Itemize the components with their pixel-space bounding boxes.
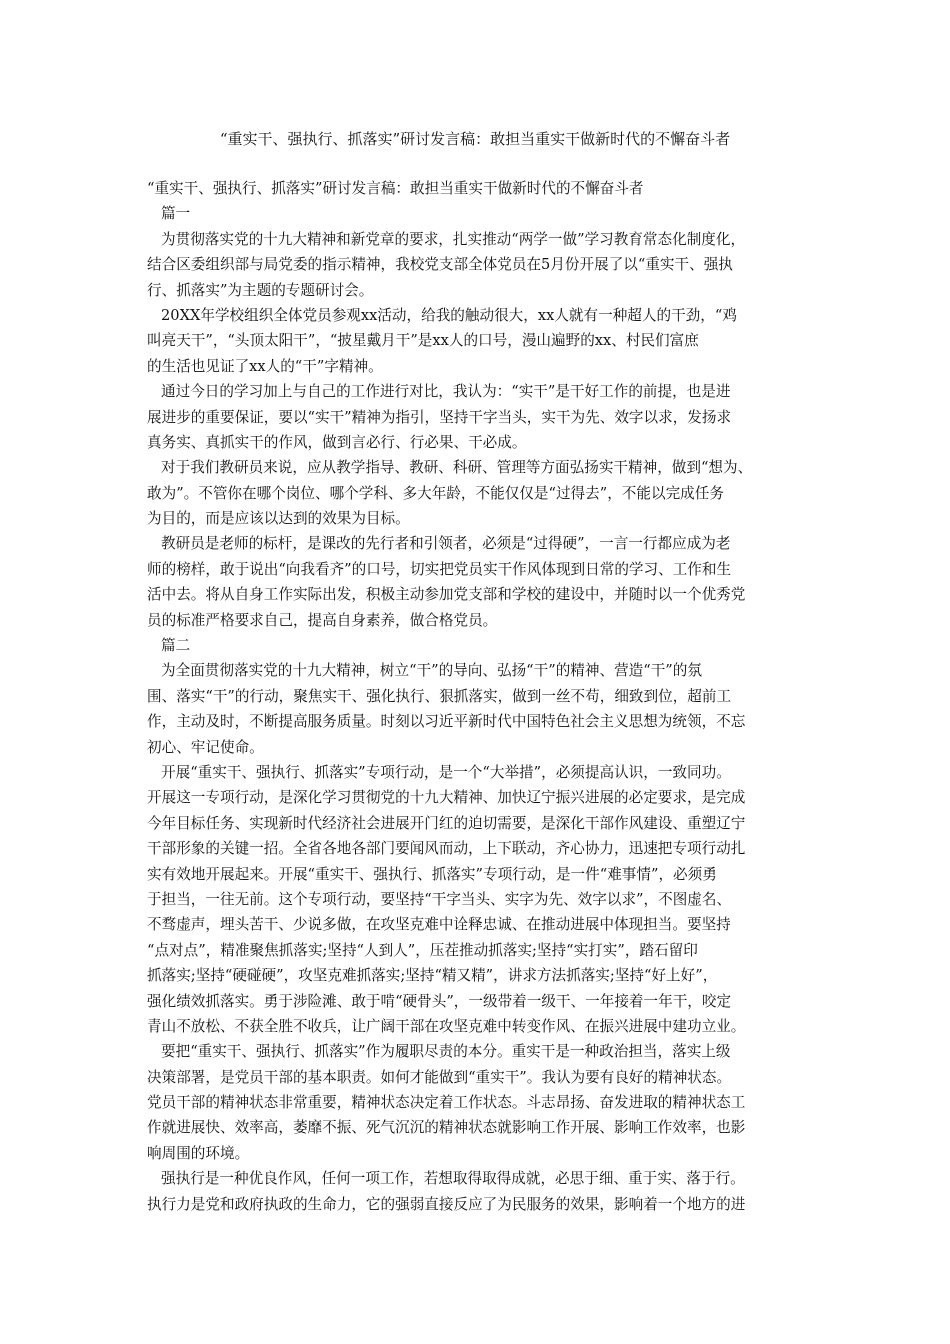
text-line: 今年目标任务、实现新时代经济社会进展开门红的迫切需要，是深化干部作风建设、重塑辽宁 — [147, 814, 746, 832]
text-line: 青山不放松、不获全胜不收兵，让广阔干部在攻坚克难中转变作风、在振兴进展中建功立业。 — [147, 1017, 746, 1035]
text-line: 篇一 — [161, 205, 191, 223]
text-line: 行、抓落实”为主题的专题研讨会。 — [147, 281, 374, 299]
text-line: “点对点”，精准聚焦抓落实;坚持“人到人”，压茬推动抓落实;坚持“实打实”，踏石留印 — [147, 941, 698, 959]
text-line: 围、落实“干”的行动，聚焦实干、强化执行、狠抓落实，做到一丝不苟，细致到位，超前工 — [147, 687, 732, 705]
text-line: 20XX年学校组织全体党员参观xx活动，给我的触动很大，xx人就有一种超人的干劲，“鸡 — [161, 306, 737, 324]
text-line: 真务实、真抓实干的作风，做到言必行、行必果、干必成。 — [147, 433, 527, 451]
text-line: 党员干部的精神状态非常重要，精神状态决定着工作状态。斗志昂扬、奋发进取的精神状态工 — [147, 1094, 746, 1112]
text-line: 于担当，一往无前。这个专项行动，要坚持“干字当头、实字为先、效字以求”，不图虚名、 — [147, 890, 732, 908]
text-line: 要把“重实干、强执行、抓落实”作为履职尽责的本分。重实干是一种政治担当，落实上级 — [161, 1043, 731, 1061]
text-line: 的生活也见证了xx人的“干”字精神。 — [147, 357, 383, 375]
text-line: 执行力是党和政府执政的生命力，它的强弱直接反应了为民服务的效果，影响着一个地方的进 — [147, 1195, 746, 1213]
text-line: 响周围的环境。 — [147, 1144, 250, 1162]
text-line: 为目的，而是应该以达到的效果为目标。 — [147, 510, 410, 528]
text-line: 展进步的重要保证，要以“实干”精神为指引，坚持干字当头，实干为先、效字以求，发扬求 — [147, 408, 732, 426]
document-body — [147, 176, 813, 1217]
text-line: 篇二 — [161, 637, 191, 655]
text-line: 教研员是老师的标杆，是课改的先行者和引领者，必须是“过得硬”，一言一行都应成为老 — [161, 535, 731, 553]
text-line: 作就进展快、效率高，萎靡不振、死气沉沉的精神状态就影响工作开展、影响工作效率，也影 — [147, 1119, 746, 1137]
page-title: “重实干、强执行、抓落实”研讨发言稿：敢担当重实干做新时代的不懈奋斗者 — [219, 130, 731, 148]
text-line: 抓落实;坚持“硬碰硬”，攻坚克难抓落实;坚持“精又精”，讲求方法抓落实;坚持“好上好”， — [147, 967, 718, 985]
text-line: 决策部署，是党员干部的基本职责。如何才能做到“重实干”。我认为要有良好的精神状态。 — [147, 1068, 732, 1086]
text-line: 通过今日的学习加上与自己的工作进行对比，我认为：“实干”是干好工作的前提，也是进 — [161, 383, 731, 401]
text-line: 员的标准严格要求自己，提高自身素养，做合格党员。 — [147, 611, 498, 629]
text-line: 为全面贯彻落实党的十九大精神，树立“干”的导向、弘扬“干”的精神、营造“干”的氛 — [161, 662, 702, 680]
text-line: 为贯彻落实党的十九大精神和新党章的要求，扎实推动“两学一做”学习教育常态化制度化， — [161, 230, 746, 248]
text-line: 对于我们教研员来说，应从教学指导、教研、科研、管理等方面弘扬实干精神，做到“想为、 — [161, 459, 753, 477]
text-line: 干部形象的关键一招。全省各地各部门要闻风而动，上下联动，齐心协力，迅速把专项行动扎 — [147, 840, 746, 858]
text-line: 不骛虚声，埋头苦干、少说多做，在攻坚克难中诠释忠诚、在推动进展中体现担当。要坚持 — [147, 916, 731, 934]
text-line: 强执行是一种优良作风，任何一项工作，若想取得取得成就，必思于细、重于实、落于行。 — [161, 1170, 745, 1188]
text-line: 叫亮天干”，“头顶太阳干”，“披星戴月干”是xx人的口号，漫山遍野的xx、村民们富庶 — [147, 332, 699, 350]
text-line: 活中去。将从自身工作实际出发，积极主动参加党支部和学校的建设中，并随时以一个优秀党 — [147, 586, 746, 604]
text-line: 开展这一专项行动，是深化学习贯彻党的十九大精神、加快辽宁振兴进展的必定要求，是完成 — [147, 789, 746, 807]
text-line: 敢为”。不管你在哪个岗位、哪个学科、多大年龄，不能仅仅是“过得去”，不能以完成任务 — [147, 484, 724, 502]
text-line: 强化绩效抓落实。勇于涉险滩、敢于啃“硬骨头”，一级带着一级干、一年接着一年干，咬定 — [147, 992, 732, 1010]
text-line: 结合区委组织部与局党委的指示精神，我校党支部全体党员在5月份开展了以“重实干、强执 — [147, 256, 733, 274]
document-heading: “重实干、强执行、抓落实”研讨发言稿：敢担当重实干做新时代的不懈奋斗者 — [147, 180, 644, 197]
text-line: 实有效地开展起来。开展“重实干、强执行、抓落实”专项行动，是一件“难事情”，必须勇 — [147, 865, 717, 883]
text-line: 初心、牢记使命。 — [147, 738, 264, 756]
text-line: 作，主动及时，不断提高服务质量。时刻以习近平新时代中国特色社会主义思想为统领，不忘 — [147, 713, 746, 731]
text-line: 开展“重实干、强执行、抓落实”专项行动，是一个“大举措”，必须提高认识，一致同功。 — [161, 763, 731, 781]
text-line: 师的榜样，敢于说出“向我看齐”的口号，切实把党员实干作风体现到日常的学习、工作和生 — [147, 560, 732, 578]
